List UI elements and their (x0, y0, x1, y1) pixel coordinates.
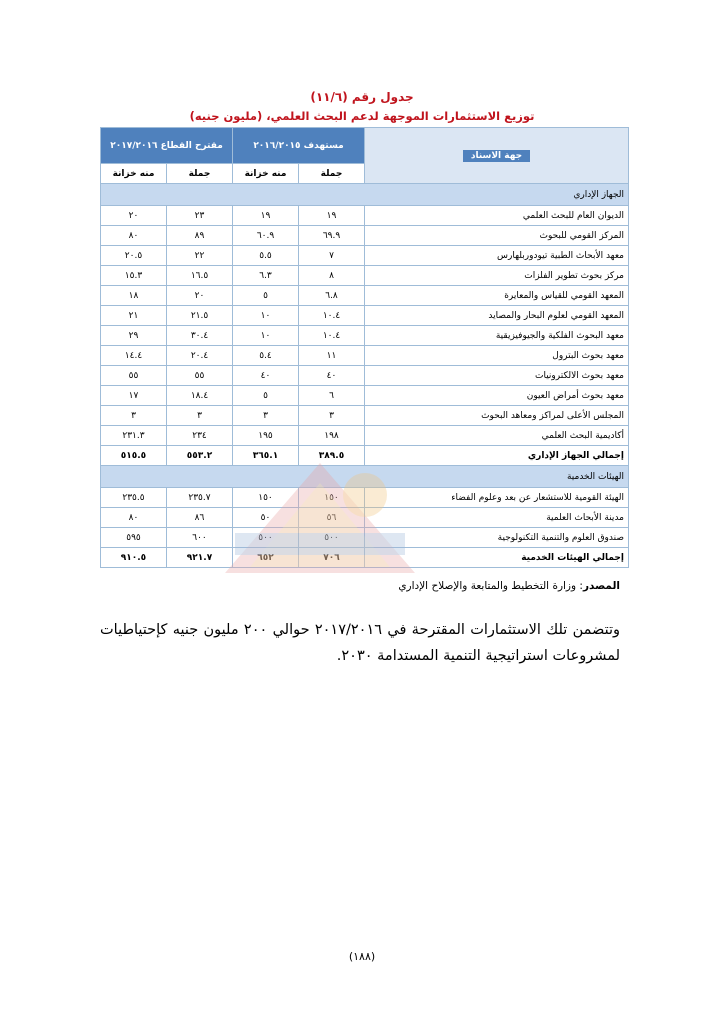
proposed-total-cell: ٨٩ (167, 226, 233, 246)
proposed-total-header: جملة (167, 164, 233, 184)
target-treasury-cell: ٣٦٥.١ (233, 446, 299, 466)
entity-name-cell: الديوان العام للبحث العلمي (365, 206, 629, 226)
target-treasury-cell: ٥٠ (233, 508, 299, 528)
target-treasury-cell: ٦٠.٩ (233, 226, 299, 246)
source-note (398, 580, 620, 592)
table-row (100, 386, 628, 406)
source-text: : وزارة التخطيط والمتابعة والإصلاح الإداري (398, 580, 583, 592)
target-total-cell: ٧ (299, 246, 365, 266)
section-header-row (100, 466, 628, 488)
proposed-treasury-cell: ٢١ (100, 306, 166, 326)
table-row (100, 406, 628, 426)
table-row (100, 488, 628, 508)
entity-name-cell: الهيئة القومية للاستشعار عن بعد وعلوم الفضاء (365, 488, 629, 508)
target-treasury-cell: ٥ (233, 286, 299, 306)
section-label: الهيئات الخدمية (100, 466, 628, 488)
investment-table (100, 127, 629, 568)
target-total-header: جملة (299, 164, 365, 184)
target-total-cell: ١٠.٤ (299, 326, 365, 346)
proposed-total-cell: ١٨.٤ (167, 386, 233, 406)
target-total-cell: ٧٠٦ (299, 548, 365, 568)
entity-name-cell: معهد البحوث الفلكية والجيوفيزيقية (365, 326, 629, 346)
proposed-total-cell: ٨٦ (167, 508, 233, 528)
proposed-treasury-cell: ٥٥ (100, 366, 166, 386)
table-row (100, 326, 628, 346)
target-treasury-cell: ٣ (233, 406, 299, 426)
proposed-treasury-cell: ٨٠ (100, 226, 166, 246)
target-total-cell: ٦.٨ (299, 286, 365, 306)
target-total-cell: ١٩٨ (299, 426, 365, 446)
target-treasury-cell: ١٠ (233, 326, 299, 346)
page-number: (١٨٨) (348, 950, 376, 963)
proposed-total-cell: ٢٠ (167, 286, 233, 306)
investment-table-container (101, 127, 629, 568)
table-row (100, 508, 628, 528)
target-total-cell: ٣ (299, 406, 365, 426)
table-row (100, 306, 628, 326)
proposed-total-cell: ٥٥٣.٢ (167, 446, 233, 466)
table-row (100, 366, 628, 386)
target-total-cell: ٤٠ (299, 366, 365, 386)
entity-name-cell: معهد بحوث البترول (365, 346, 629, 366)
proposed-total-cell: ٢٣٥.٧ (167, 488, 233, 508)
target-total-cell: ١٥٠ (299, 488, 365, 508)
proposed-treasury-cell: ٢٣١.٣ (100, 426, 166, 446)
proposed-group-header: مقترح القطاع ٢٠١٧/٢٠١٦ (100, 128, 232, 164)
target-treasury-cell: ٥ (233, 386, 299, 406)
target-total-cell: ١١ (299, 346, 365, 366)
entity-name-cell: صندوق العلوم والتنمية التكنولوجية (365, 528, 629, 548)
target-treasury-cell: ٥٠٠ (233, 528, 299, 548)
target-treasury-header: منه خزانة (233, 164, 299, 184)
target-total-cell: ٨ (299, 266, 365, 286)
proposed-total-cell: ٩٢١.٧ (167, 548, 233, 568)
entity-column-header: جهة الاسناد (365, 128, 629, 184)
proposed-total-cell: ٢١.٥ (167, 306, 233, 326)
target-total-cell: ٥٦ (299, 508, 365, 528)
target-treasury-cell: ٥.٥ (233, 246, 299, 266)
proposed-total-cell: ٣٠.٤ (167, 326, 233, 346)
target-total-cell: ٦٩.٩ (299, 226, 365, 246)
entity-name-cell: إجمالي الجهاز الإداري (365, 446, 629, 466)
proposed-treasury-cell: ٥١٥.٥ (100, 446, 166, 466)
target-treasury-cell: ١٩ (233, 206, 299, 226)
table-total-row (100, 548, 628, 568)
proposed-total-cell: ٥٥ (167, 366, 233, 386)
proposed-total-cell: ٦٠٠ (167, 528, 233, 548)
proposed-treasury-cell: ١٧ (100, 386, 166, 406)
proposed-total-cell: ٢٣٤ (167, 426, 233, 446)
proposed-treasury-cell: ٣ (100, 406, 166, 426)
proposed-total-cell: ٢٠.٤ (167, 346, 233, 366)
entity-name-cell: أكاديمية البحث العلمي (365, 426, 629, 446)
entity-name-cell: معهد الأبحاث الطبية تيودوربلهارس (365, 246, 629, 266)
entity-name-cell: معهد بحوث أمراض العيون (365, 386, 629, 406)
table-row (100, 246, 628, 266)
target-total-cell: ٦ (299, 386, 365, 406)
target-treasury-cell: ٦.٣ (233, 266, 299, 286)
table-total-row (100, 446, 628, 466)
table-row (100, 206, 628, 226)
entity-name-cell: مدينة الأبحاث العلمية (365, 508, 629, 528)
target-treasury-cell: ٤٠ (233, 366, 299, 386)
target-total-cell: ٥٠٠ (299, 528, 365, 548)
table-row (100, 226, 628, 246)
table-row (100, 528, 628, 548)
proposed-treasury-cell: ٩١٠.٥ (100, 548, 166, 568)
proposed-treasury-cell: ٢٩ (100, 326, 166, 346)
table-row (100, 346, 628, 366)
table-row (100, 266, 628, 286)
proposed-treasury-header: منه خزانة (100, 164, 166, 184)
entity-name-cell: المركز القومي للبحوث (365, 226, 629, 246)
target-treasury-cell: ١٠ (233, 306, 299, 326)
proposed-treasury-cell: ٢٣٥.٥ (100, 488, 166, 508)
entity-name-cell: إجمالي الهيئات الخدمية (365, 548, 629, 568)
proposed-treasury-cell: ١٨ (100, 286, 166, 306)
entity-name-cell: المعهد القومي للقياس والمعايرة (365, 286, 629, 306)
target-treasury-cell: ١٥٠ (233, 488, 299, 508)
section-header-row (100, 184, 628, 206)
proposed-treasury-cell: ٥٩٥ (100, 528, 166, 548)
target-total-cell: ٣٨٩.٥ (299, 446, 365, 466)
target-group-header: مستهدف ٢٠١٦/٢٠١٥ (233, 128, 365, 164)
table-subtitle: توزيع الاستثمارات الموجهة لدعم البحث العلمي، (مليون جنيه) (189, 109, 535, 123)
body-paragraph: وتتضمن تلك الاستثمارات المقترحة في ٢٠١٧/٢٠١٦ حوالي ٢٠٠ مليون جنيه كإحتياطيات لمشروعات استراتيجية التنمية المستدامة ٢٠٣٠. (100, 622, 620, 664)
target-total-cell: ١٩ (299, 206, 365, 226)
proposed-treasury-cell: ٢٠ (100, 206, 166, 226)
proposed-total-cell: ٢٣ (167, 206, 233, 226)
proposed-total-cell: ٣ (167, 406, 233, 426)
proposed-treasury-cell: ١٥.٣ (100, 266, 166, 286)
proposed-treasury-cell: ١٤.٤ (100, 346, 166, 366)
table-title: جدول رقم (١١/٦) (310, 90, 414, 104)
source-label: المصدر (582, 580, 620, 592)
entity-name-cell: المجلس الأعلى لمراكز ومعاهد البحوث (365, 406, 629, 426)
table-row (100, 286, 628, 306)
section-label: الجهاز الإداري (100, 184, 628, 206)
entity-name-cell: مركز بحوث تطوير الفلزات (365, 266, 629, 286)
proposed-total-cell: ١٦.٥ (167, 266, 233, 286)
proposed-treasury-cell: ٨٠ (100, 508, 166, 528)
target-treasury-cell: ١٩٥ (233, 426, 299, 446)
entity-name-cell: المعهد القومي لعلوم البحار والمصايد (365, 306, 629, 326)
table-row (100, 426, 628, 446)
proposed-treasury-cell: ٢٠.٥ (100, 246, 166, 266)
target-treasury-cell: ٥.٤ (233, 346, 299, 366)
entity-name-cell: معهد بحوث الالكترونيات (365, 366, 629, 386)
target-total-cell: ١٠.٤ (299, 306, 365, 326)
target-treasury-cell: ٦٥٢ (233, 548, 299, 568)
proposed-total-cell: ٢٢ (167, 246, 233, 266)
